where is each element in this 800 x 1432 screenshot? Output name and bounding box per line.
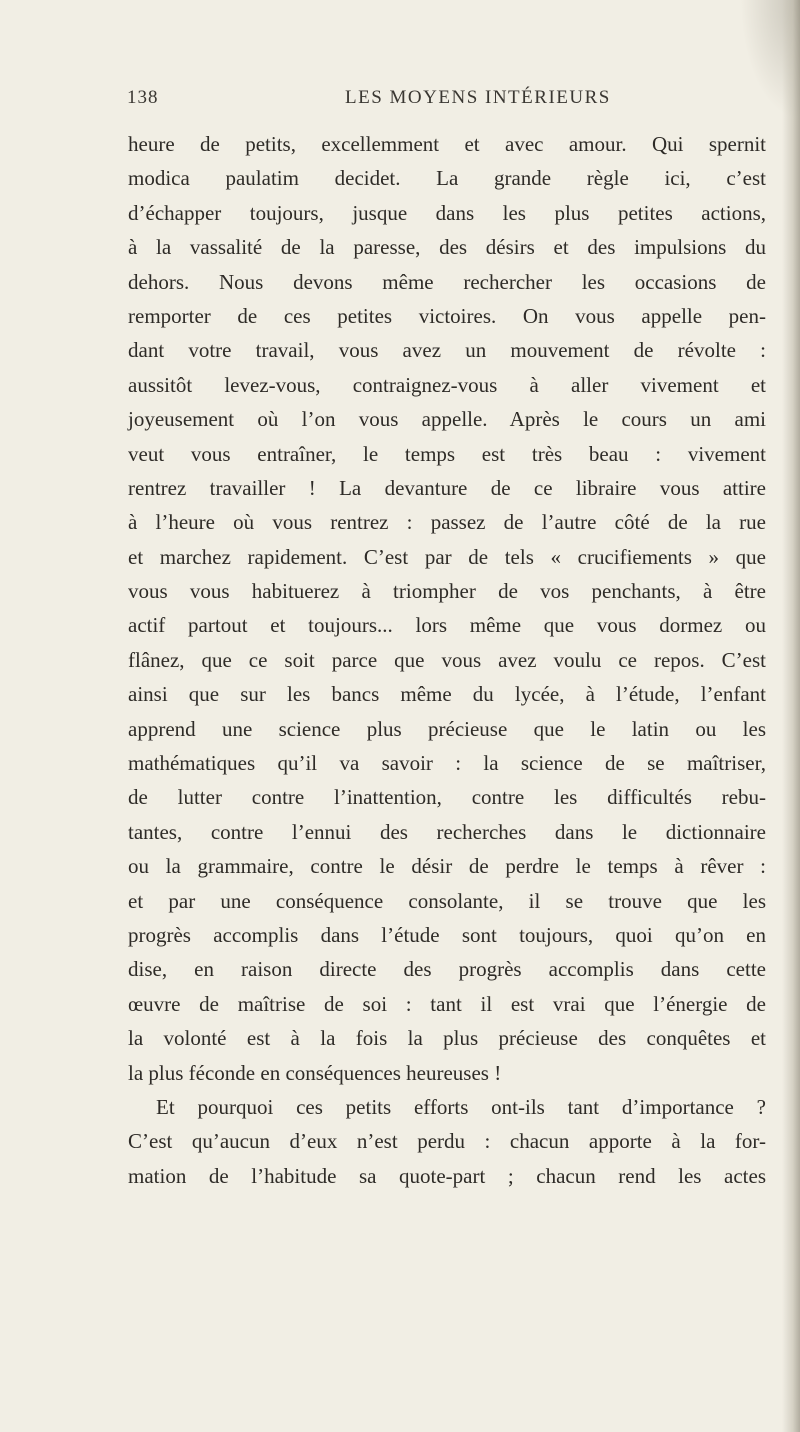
text-line: et par une conséquence consolante, il se trouve que les — [128, 888, 766, 913]
page-header — [127, 87, 767, 113]
text-line: veut vous entraîner, le temps est très beau : vivement — [128, 441, 766, 466]
text-line: œuvre de maîtrise de soi : tant il est vrai que l’énergie de — [128, 991, 766, 1016]
text-line: et marchez rapidement. C’est par de tels « crucifiements » que — [128, 544, 766, 569]
text-line: heure de petits, excellemment et avec amour. Qui spernit — [128, 132, 766, 156]
text-line: mathématiques qu’il va savoir : la science de se maîtriser, — [128, 751, 766, 776]
text-line: C’est qu’aucun d’eux n’est perdu : chacun apporte à la for- — [128, 1129, 766, 1154]
text-line: apprend une science plus précieuse que le latin ou les — [128, 716, 766, 741]
page-number: 138 — [127, 87, 159, 108]
text-line: tantes, contre l’ennui des recherches dans le dictionnaire — [128, 819, 766, 844]
text-line: ainsi que sur les bancs même du lycée, à l’étude, l’enfant — [128, 682, 766, 707]
text-line: à la vassalité de la paresse, des désirs et des impulsions du — [128, 235, 766, 260]
text-line: de lutter contre l’inattention, contre les difficultés rebu- — [128, 785, 766, 810]
running-head: LES MOYENS INTÉRIEURS — [345, 87, 611, 108]
text-line: à l’heure où vous rentrez : passez de l’autre côté de la rue — [128, 510, 766, 535]
text-line: la plus féconde en conséquences heureuses ! — [128, 1060, 502, 1085]
text-line: Et pourquoi ces petits efforts ont-ils tant d’importance ? — [156, 1094, 766, 1119]
text-line: progrès accomplis dans l’étude sont toujours, quoi qu’on en — [128, 922, 766, 947]
text-line: dise, en raison directe des progrès accomplis dans cette — [128, 957, 766, 982]
text-line: vous vous habituerez à triompher de vos penchants, à être — [128, 579, 766, 604]
text-line: la volonté est à la fois la plus précieuse des conquêtes et — [128, 1026, 766, 1051]
text-line: aussitôt levez-vous, contraignez-vous à aller vivement et — [128, 372, 766, 397]
text-line: d’échapper toujours, jusque dans les plus petites actions, — [128, 200, 766, 225]
text-line: dehors. Nous devons même rechercher les occasions de — [128, 269, 766, 294]
text-line: joyeusement où l’on vous appelle. Après le cours un ami — [128, 407, 766, 432]
text-line: dant votre travail, vous avez un mouvement de révolte : — [128, 338, 766, 363]
text-line: rentrez travailler ! La devanture de ce libraire vous attire — [128, 475, 766, 500]
text-line: actif partout et toujours... lors même que vous dormez ou — [128, 613, 766, 638]
page-edge-shadow — [782, 0, 800, 1432]
text-line: ou la grammaire, contre le désir de perdre le temps à rêver : — [128, 854, 766, 879]
text-line: modica paulatim decidet. La grande règle ici, c’est — [128, 166, 766, 191]
text-line: mation de l’habitude sa quote-part ; chacun rend les actes — [128, 1163, 766, 1188]
body-text — [128, 127, 766, 1193]
text-line: flânez, que ce soit parce que vous avez voulu ce repos. C’est — [128, 647, 766, 672]
text-line: remporter de ces petites victoires. On vous appelle pen- — [128, 303, 766, 328]
